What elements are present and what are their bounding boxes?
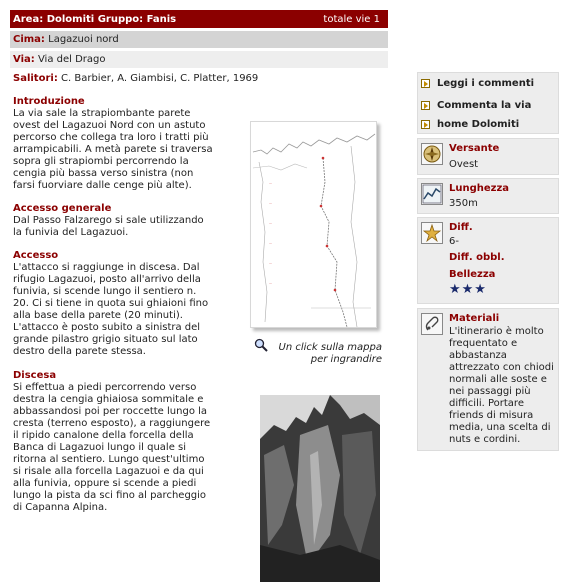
svg-text:—: — xyxy=(269,221,272,225)
section-text: La via sale la strapiombante parete ovest del Lagazuoi Nord con un astuto percorso che collega tra loro i tratti più arrampicabili. A metà parete si traversa sopra gli strapiombi percorrendo la cengia più bassa verso sinistra (non farsi fuorviare dalle cenge più alte). xyxy=(13,108,213,191)
area-header-bar xyxy=(10,10,388,28)
salitori-value: C. Barbier, A. Giambisi, C. Platter, 1969 xyxy=(61,73,259,84)
area-gruppo xyxy=(13,14,176,25)
materiali-box xyxy=(417,308,559,451)
section-text: L'attacco si raggiunge in discesa. Dal rifugio Lagazuoi, posto all'arrivo della funivia, si scende lungo il sentiero n. 20. Ci si tiene in quota sui ghiaioni fino alla base della parete (20 minuti). L'attacco è posto subito a sinistra del grande pilastro grigio situato sul lato destro della parete stessa. xyxy=(13,262,209,357)
length-chart-icon xyxy=(421,183,443,205)
cima-value: Lagazuoi nord xyxy=(48,34,119,45)
link-home-dolomiti[interactable]: home Dolomiti xyxy=(421,119,519,130)
bellezza-label: Bellezza xyxy=(449,269,496,280)
svg-text:—: — xyxy=(269,241,272,245)
wall-photo xyxy=(260,395,380,582)
total-routes: totale vie 1 xyxy=(323,13,380,25)
salitori-label: Salitori: xyxy=(13,73,58,84)
difficulty-icon xyxy=(421,222,443,244)
route-map-image[interactable] xyxy=(250,121,377,328)
link-commenta-via[interactable]: Commenta la via xyxy=(421,100,531,111)
salitori-row xyxy=(13,73,393,84)
sidebar-links xyxy=(417,72,559,134)
materiali-text: L'itinerario è molto frequentato e abbastanza attrezzato con chiodi normali alle soste e nei passaggi più difficili. Portare friends di misura media, una scelta di nuts e cordini. xyxy=(449,326,554,445)
versante-value: Ovest xyxy=(449,159,479,170)
diff-value: 6- xyxy=(449,236,459,247)
section-accesso xyxy=(13,250,249,358)
svg-text:—: — xyxy=(269,201,272,205)
lunghezza-box xyxy=(417,178,559,214)
versante-box xyxy=(417,138,559,175)
map-caption[interactable] xyxy=(254,342,382,366)
section-text: Dal Passo Falzarego si sale utilizzando la funivia del Lagazuoi. xyxy=(13,215,204,238)
section-title: Discesa xyxy=(13,370,57,381)
diff-label: Diff. xyxy=(449,222,473,233)
section-title: Accesso generale xyxy=(13,203,112,214)
map-caption-line: per ingrandire xyxy=(310,354,382,365)
route-map-sketch xyxy=(251,122,377,328)
arrow-link-icon xyxy=(421,120,430,129)
section-title: Introduzione xyxy=(13,96,85,107)
area-value: Dolomiti xyxy=(46,13,95,25)
wall-photo-image xyxy=(260,395,380,582)
svg-text:—: — xyxy=(269,281,272,285)
materiali-label: Materiali xyxy=(449,313,500,324)
cima-label: Cima: xyxy=(13,34,45,45)
gruppo-label: Gruppo: xyxy=(97,13,144,25)
area-label: Area: xyxy=(13,13,44,25)
versante-label: Versante xyxy=(449,143,500,154)
cima-bar xyxy=(10,31,388,48)
lunghezza-value: 350m xyxy=(449,198,478,209)
via-bar xyxy=(10,51,388,68)
gear-tool-icon xyxy=(421,313,443,335)
map-caption-line: Un click sulla mappa xyxy=(278,342,382,353)
via-label: Via: xyxy=(13,54,35,65)
section-discesa xyxy=(13,370,257,514)
section-accesso-generale xyxy=(13,203,249,239)
section-text: Si effettua a piedi percorrendo verso destra la cengia ghiaiosa sommitale e abbassandosi poi per roccette lungo la cresta (terreno esposto), a raggiungere il ripido canalone della forcella della Banca di Lagazuoi lungo il quale si ritorna al sentiero. Lungo quest'ultimo si risale alla forcella Lagazuoi e da qui alla funivia, oppure si scende a piedi lungo la pista da sci fino al parcheggio di Capanna Alpina. xyxy=(13,382,211,513)
svg-text:—: — xyxy=(269,261,272,265)
arrow-link-icon xyxy=(421,101,430,110)
diff-obbl-label: Diff. obbl. xyxy=(449,252,505,263)
bellezza-stars: ★★★ xyxy=(449,282,487,297)
gruppo-value: Fanis xyxy=(146,13,177,25)
difficulty-box xyxy=(417,217,559,304)
section-introduzione xyxy=(13,96,249,192)
compass-icon xyxy=(421,143,443,165)
arrow-link-icon xyxy=(421,79,430,88)
lunghezza-label: Lunghezza xyxy=(449,183,510,194)
via-value: Via del Drago xyxy=(37,54,106,65)
section-title: Accesso xyxy=(13,250,59,261)
link-leggi-commenti[interactable]: Leggi i commenti xyxy=(421,78,534,89)
svg-text:—: — xyxy=(269,181,272,185)
